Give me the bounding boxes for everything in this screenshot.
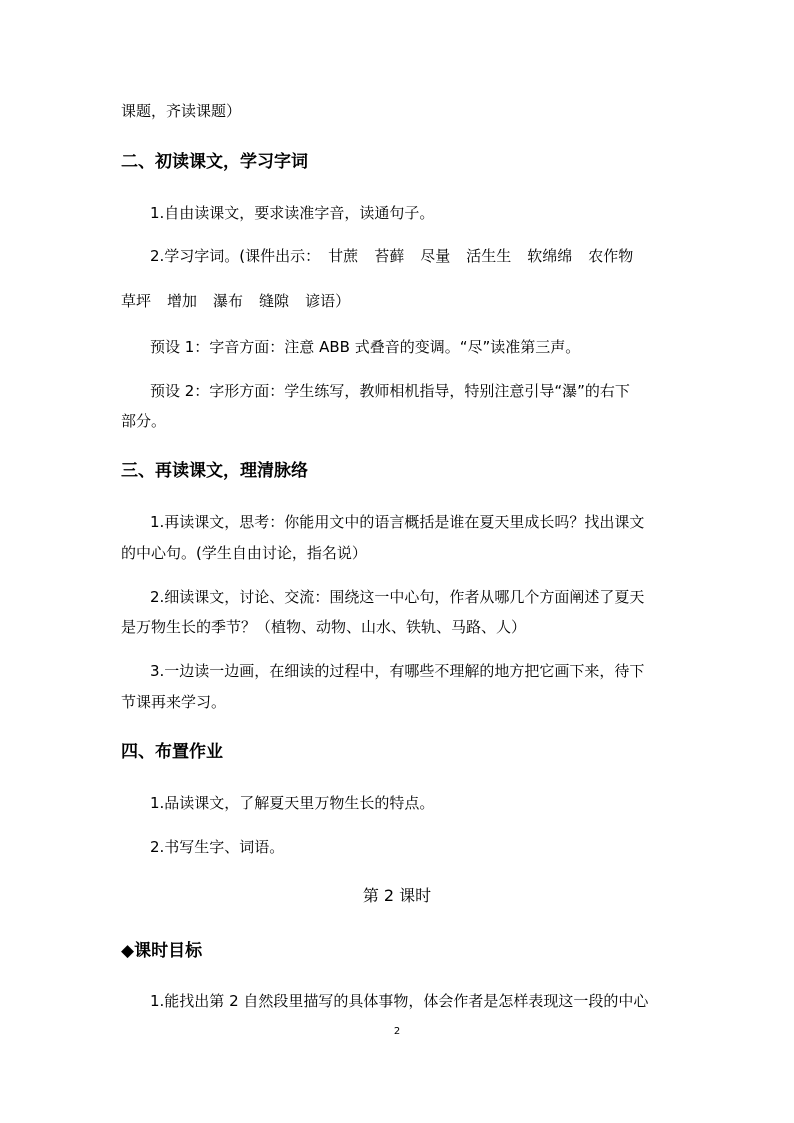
vocab-word: 缝隙 xyxy=(259,292,290,310)
vocab-word: 软绵绵 xyxy=(527,247,573,265)
page-number: 2 xyxy=(393,1026,401,1037)
vocab-word: 苔藓 xyxy=(374,247,405,265)
vocab-word: 增加 xyxy=(167,292,198,310)
text-line: 1.品读课文，了解夏天里万物生长的特点。 xyxy=(150,794,435,812)
vocab-word: 尽量 xyxy=(420,247,451,265)
vocab-word: 瀑布 xyxy=(213,292,244,310)
vocab-word: 农作物 xyxy=(588,247,634,265)
text-line: 2.细读课文，讨论、交流：围绕这一中心句，作者从哪几个方面阐述了夏天 xyxy=(150,588,645,606)
section-heading: 三、再读课文，理清脉络 xyxy=(121,461,308,481)
text-line: 的中心句。(学生自由讨论，指名说） xyxy=(121,544,367,562)
section-heading: 二、初读课文，学习字词 xyxy=(121,152,308,172)
text-line: 3.一边读一边画，在细读的过程中，有哪些不理解的地方把它画下来，待下 xyxy=(150,662,645,680)
text-line: 是万物生长的季节？（植物、动物、山水、铁轨、马路、人） xyxy=(121,618,527,636)
vocab-word: 草坪 xyxy=(121,292,152,310)
text-line: 预设 1：字音方面：注意 ABB 式叠音的变调。“尽”读准第三声。 xyxy=(150,338,581,356)
vocab-word: 谚语） xyxy=(305,292,351,310)
text-line: 1.能找出第 2 自然段里描写的具体事物，体会作者是怎样表现这一段的中心 xyxy=(150,992,649,1010)
vocab-intro: 2.学习字词。(课件出示： xyxy=(150,247,321,265)
section-heading: 四、布置作业 xyxy=(121,742,223,762)
text-line: 节课再来学习。 xyxy=(121,693,227,711)
vocab-line xyxy=(121,291,350,311)
section-heading: ◆课时目标 xyxy=(121,941,203,961)
text-line: 课题，齐读课题） xyxy=(121,102,242,120)
text-line: 2.书写生字、词语。 xyxy=(150,838,285,856)
vocab-line xyxy=(150,246,633,266)
text-line: 预设 2：字形方面：学生练写，教师相机指导，特别注意引导“瀑”的右下 xyxy=(150,382,630,400)
vocab-word: 活生生 xyxy=(466,247,512,265)
text-line: 1.再读课文，思考：你能用文中的语言概括是谁在夏天里成长吗？找出课文 xyxy=(150,513,645,531)
lesson-title: 第 2 课时 xyxy=(362,886,432,905)
vocab-word: 甘蔗 xyxy=(328,247,359,265)
text-line: 部分。 xyxy=(121,412,167,430)
text-line: 1.自由读课文，要求读准字音，读通句子。 xyxy=(150,204,435,222)
